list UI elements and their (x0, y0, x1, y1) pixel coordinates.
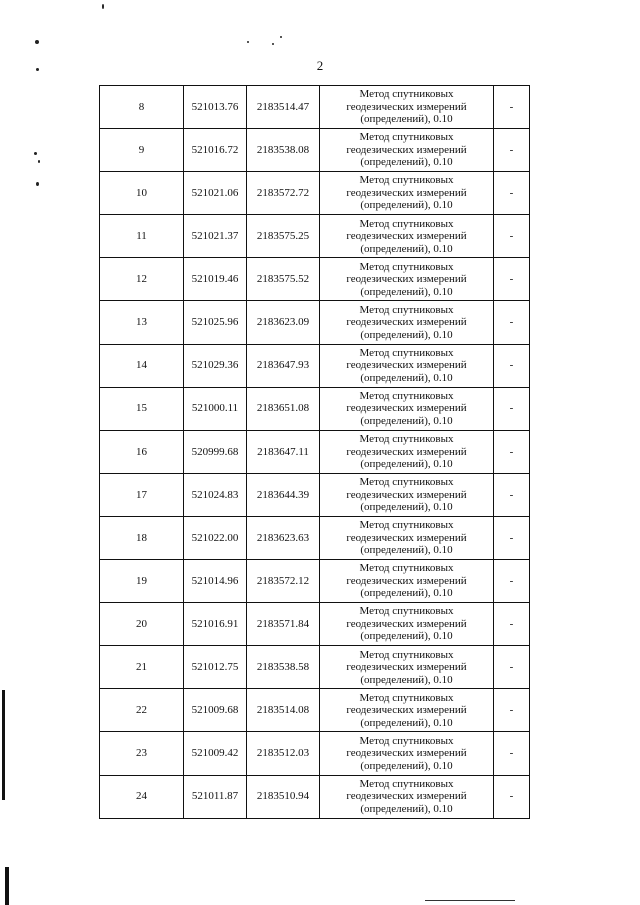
scan-speck (36, 182, 39, 186)
description-cell: - (494, 732, 530, 775)
method-line: (определений), 0.10 (360, 501, 453, 514)
method-line: геодезических измерений (346, 186, 467, 199)
method-line: Метод спутниковых (359, 433, 454, 446)
x-coordinate-cell: 521000.11 (184, 387, 247, 430)
description-cell: - (494, 646, 530, 689)
point-number-cell: 16 (100, 430, 184, 473)
table-row (100, 430, 530, 473)
table-row (100, 86, 530, 129)
x-coordinate-cell: 521024.83 (184, 473, 247, 516)
y-coordinate-cell: 2183575.52 (247, 258, 320, 301)
point-number-cell: 18 (100, 516, 184, 559)
y-coordinate-cell: 2183575.25 (247, 215, 320, 258)
description-cell: - (494, 215, 530, 258)
x-coordinate-cell: 521021.06 (184, 172, 247, 215)
description-cell: - (494, 344, 530, 387)
point-number-cell: 22 (100, 689, 184, 732)
y-coordinate-cell: 2183623.09 (247, 301, 320, 344)
point-number-cell: 9 (100, 129, 184, 172)
point-number-cell: 24 (100, 775, 184, 818)
method-line: Метод спутниковых (359, 476, 454, 489)
table-row (100, 603, 530, 646)
method-cell (320, 344, 494, 387)
table-row (100, 732, 530, 775)
x-coordinate-cell: 521021.37 (184, 215, 247, 258)
y-coordinate-cell: 2183571.84 (247, 603, 320, 646)
x-coordinate-cell: 521011.87 (184, 775, 247, 818)
x-coordinate-cell: 521012.75 (184, 646, 247, 689)
description-cell: - (494, 560, 530, 603)
method-line: (определений), 0.10 (360, 802, 453, 815)
method-cell (320, 603, 494, 646)
method-line: (определений), 0.10 (360, 199, 453, 212)
x-coordinate-cell: 520999.68 (184, 430, 247, 473)
method-cell (320, 129, 494, 172)
method-cell (320, 215, 494, 258)
method-line: геодезических измерений (346, 617, 467, 630)
y-coordinate-cell: 2183514.47 (247, 86, 320, 129)
method-line: Метод спутниковых (359, 260, 454, 273)
scan-speck (38, 160, 40, 163)
x-coordinate-cell: 521029.36 (184, 344, 247, 387)
description-cell: - (494, 430, 530, 473)
method-line: Метод спутниковых (359, 217, 454, 230)
method-cell (320, 732, 494, 775)
method-cell (320, 775, 494, 818)
scan-speck (34, 152, 37, 155)
method-line: геодезических измерений (346, 359, 467, 372)
table-row (100, 129, 530, 172)
method-line: (определений), 0.10 (360, 371, 453, 384)
y-coordinate-cell: 2183651.08 (247, 387, 320, 430)
point-number-cell: 11 (100, 215, 184, 258)
table-row (100, 258, 530, 301)
method-line: Метод спутниковых (359, 303, 454, 316)
table-row (100, 344, 530, 387)
x-coordinate-cell: 521013.76 (184, 86, 247, 129)
method-line: (определений), 0.10 (360, 242, 453, 255)
scan-bottom-line (425, 900, 515, 901)
scan-edge-mark (5, 867, 9, 905)
y-coordinate-cell: 2183647.93 (247, 344, 320, 387)
method-cell (320, 516, 494, 559)
coordinates-table (99, 85, 530, 819)
page-number: 2 (316, 58, 324, 73)
method-line: геодезических измерений (346, 273, 467, 286)
y-coordinate-cell: 2183538.58 (247, 646, 320, 689)
y-coordinate-cell: 2183644.39 (247, 473, 320, 516)
table-row (100, 172, 530, 215)
point-number-cell: 20 (100, 603, 184, 646)
method-line: Метод спутниковых (359, 346, 454, 359)
method-line: (определений), 0.10 (360, 759, 453, 772)
y-coordinate-cell: 2183538.08 (247, 129, 320, 172)
description-cell: - (494, 86, 530, 129)
description-cell: - (494, 258, 530, 301)
y-coordinate-cell: 2183647.11 (247, 430, 320, 473)
point-number-cell: 8 (100, 86, 184, 129)
table-row (100, 689, 530, 732)
table-row (100, 775, 530, 818)
point-number-cell: 14 (100, 344, 184, 387)
scan-edge-mark (2, 690, 5, 800)
description-cell: - (494, 301, 530, 344)
method-line: геодезических измерений (346, 747, 467, 760)
description-cell: - (494, 603, 530, 646)
method-cell (320, 86, 494, 129)
method-line: (определений), 0.10 (360, 587, 453, 600)
table-row (100, 646, 530, 689)
x-coordinate-cell: 521009.42 (184, 732, 247, 775)
scan-speck (247, 41, 249, 43)
method-cell (320, 689, 494, 732)
point-number-cell: 17 (100, 473, 184, 516)
method-line: (определений), 0.10 (360, 673, 453, 686)
point-number-cell: 23 (100, 732, 184, 775)
point-number-cell: 12 (100, 258, 184, 301)
method-line: геодезических измерений (346, 143, 467, 156)
method-line: геодезических измерений (346, 230, 467, 243)
method-line: Метод спутниковых (359, 734, 454, 747)
method-line: (определений), 0.10 (360, 113, 453, 126)
description-cell: - (494, 473, 530, 516)
y-coordinate-cell: 2183572.72 (247, 172, 320, 215)
x-coordinate-cell: 521009.68 (184, 689, 247, 732)
method-line: геодезических измерений (346, 488, 467, 501)
coordinates-table-body (100, 86, 530, 819)
x-coordinate-cell: 521016.91 (184, 603, 247, 646)
scan-speck (280, 36, 282, 38)
method-line: Метод спутниковых (359, 131, 454, 144)
y-coordinate-cell: 2183514.08 (247, 689, 320, 732)
method-line: Метод спутниковых (359, 691, 454, 704)
description-cell: - (494, 689, 530, 732)
x-coordinate-cell: 521016.72 (184, 129, 247, 172)
point-number-cell: 19 (100, 560, 184, 603)
method-line: геодезических измерений (346, 445, 467, 458)
x-coordinate-cell: 521014.96 (184, 560, 247, 603)
y-coordinate-cell: 2183510.94 (247, 775, 320, 818)
method-line: (определений), 0.10 (360, 414, 453, 427)
scan-speck (272, 43, 274, 45)
table-row (100, 516, 530, 559)
method-line: Метод спутниковых (359, 777, 454, 790)
point-number-cell: 15 (100, 387, 184, 430)
method-line: геодезических измерений (346, 316, 467, 329)
table-row (100, 215, 530, 258)
y-coordinate-cell: 2183572.12 (247, 560, 320, 603)
method-line: (определений), 0.10 (360, 544, 453, 557)
method-line: геодезических измерений (346, 790, 467, 803)
method-line: (определений), 0.10 (360, 716, 453, 729)
y-coordinate-cell: 2183512.03 (247, 732, 320, 775)
description-cell: - (494, 172, 530, 215)
method-line: геодезических измерений (346, 100, 467, 113)
description-cell: - (494, 516, 530, 559)
method-cell (320, 258, 494, 301)
x-coordinate-cell: 521025.96 (184, 301, 247, 344)
method-line: (определений), 0.10 (360, 458, 453, 471)
table-row (100, 473, 530, 516)
method-line: Метод спутниковых (359, 605, 454, 618)
method-cell (320, 301, 494, 344)
table-row (100, 387, 530, 430)
scan-speck (35, 40, 39, 44)
method-cell (320, 473, 494, 516)
x-coordinate-cell: 521022.00 (184, 516, 247, 559)
table-row (100, 301, 530, 344)
method-line: геодезических измерений (346, 574, 467, 587)
x-coordinate-cell: 521019.46 (184, 258, 247, 301)
method-line: геодезических измерений (346, 704, 467, 717)
method-line: (определений), 0.10 (360, 285, 453, 298)
method-cell (320, 430, 494, 473)
method-line: Метод спутниковых (359, 519, 454, 532)
point-number-cell: 10 (100, 172, 184, 215)
y-coordinate-cell: 2183623.63 (247, 516, 320, 559)
point-number-cell: 21 (100, 646, 184, 689)
method-line: Метод спутниковых (359, 648, 454, 661)
method-line: (определений), 0.10 (360, 630, 453, 643)
description-cell: - (494, 129, 530, 172)
method-line: геодезических измерений (346, 531, 467, 544)
description-cell: - (494, 775, 530, 818)
method-line: Метод спутниковых (359, 562, 454, 575)
point-number-cell: 13 (100, 301, 184, 344)
method-line: Метод спутниковых (359, 389, 454, 402)
method-cell (320, 172, 494, 215)
method-line: геодезических измерений (346, 402, 467, 415)
method-cell (320, 646, 494, 689)
method-line: Метод спутниковых (359, 88, 454, 101)
method-line: Метод спутниковых (359, 174, 454, 187)
method-cell (320, 387, 494, 430)
scan-speck (102, 4, 104, 9)
table-row (100, 560, 530, 603)
method-line: (определений), 0.10 (360, 156, 453, 169)
method-line: геодезических измерений (346, 661, 467, 674)
description-cell: - (494, 387, 530, 430)
method-line: (определений), 0.10 (360, 328, 453, 341)
method-cell (320, 560, 494, 603)
